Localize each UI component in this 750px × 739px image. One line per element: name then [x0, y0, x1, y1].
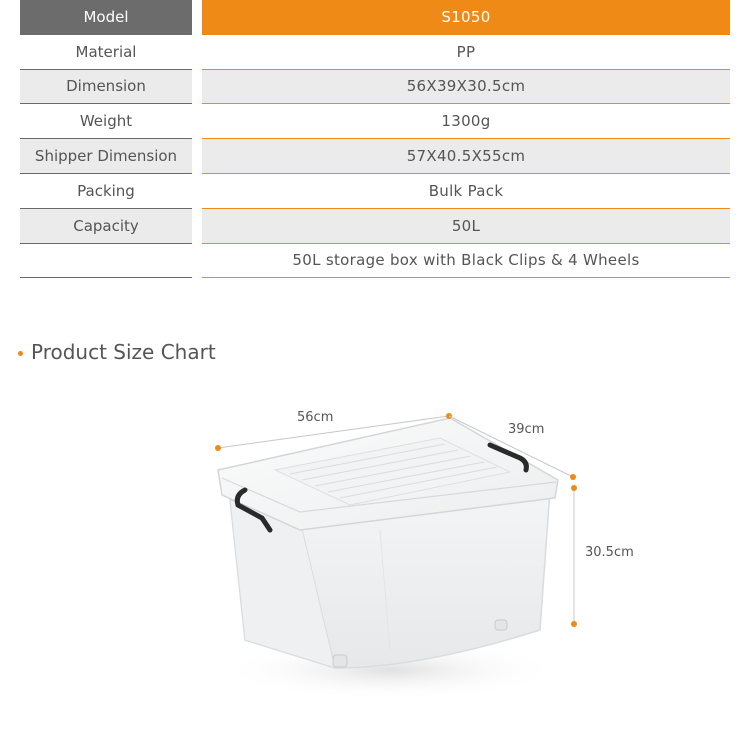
- spec-label: Weight: [20, 104, 192, 139]
- dimension-dot: [570, 474, 576, 480]
- spec-value: 57X40.5X55cm: [202, 139, 730, 174]
- spec-label: Material: [20, 35, 192, 70]
- height-label: 30.5cm: [585, 545, 634, 560]
- spec-value: 1300g: [202, 104, 730, 139]
- dimension-dot: [571, 485, 577, 491]
- spec-value: S1050: [202, 0, 730, 35]
- spec-value: 56X39X30.5cm: [202, 70, 730, 105]
- wheel-front-left: [333, 655, 347, 667]
- spec-value: PP: [202, 35, 730, 70]
- spec-label: Model: [20, 0, 192, 35]
- length-label: 56cm: [297, 410, 334, 425]
- spec-label: Shipper Dimension: [20, 139, 192, 174]
- spec-label: Packing: [20, 174, 192, 209]
- spec-label: Dimension: [20, 70, 192, 105]
- dimension-dot: [571, 621, 577, 627]
- spec-value: 50L: [202, 209, 730, 244]
- width-label: 39cm: [508, 422, 545, 437]
- spec-value: 50L storage box with Black Clips & 4 Wheels: [202, 244, 730, 279]
- spec-value: Bulk Pack: [202, 174, 730, 209]
- wheel-front-right: [495, 620, 507, 630]
- spec-label: Capacity: [20, 209, 192, 244]
- section-title-text: Product Size Chart: [31, 340, 216, 364]
- dimension-dot: [215, 445, 221, 451]
